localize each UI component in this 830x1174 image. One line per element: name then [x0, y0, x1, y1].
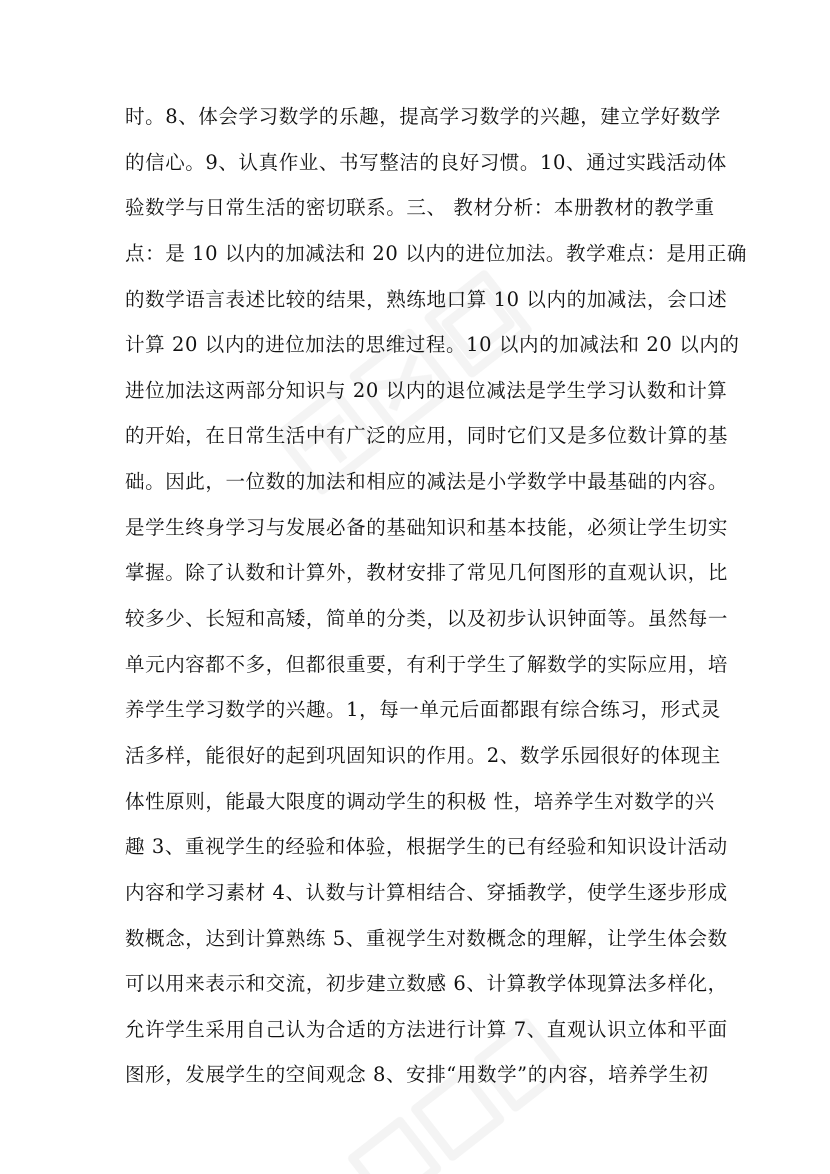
- text-line: 图形，发展学生的空间观念 8、安排“用数学”的内容，培养学生初: [125, 1063, 709, 1087]
- text-line: 时。8、体会学习数学的乐趣，提高学习数学的兴趣，建立学好数学: [125, 105, 721, 128]
- text-line: 础。因此，一位数的加法和相应的减法是小学数学中最基础的内容。: [125, 470, 729, 494]
- text-line: 进位加法这两部分知识与 20 以内的退位减法是学生学习认数和计算: [125, 378, 728, 402]
- text-line: 内容和学习素材 4、认数与计算相结合、穿插教学，使学生逐步形成: [125, 880, 728, 904]
- text-line: 趣 3、重视学生的经验和体验，根据学生的已有经验和知识设计活动: [125, 835, 728, 859]
- text-line: 点：是 10 以内的加减法和 20 以内的进位加法。教学难点：是用正确: [125, 241, 747, 265]
- body-text: [125, 94, 747, 1098]
- text-line: 体性原则，能最大限度的调动学生的积极 性，培养学生对数学的兴: [125, 789, 715, 813]
- text-line: 数概念，达到计算熟练 5、重视学生对数概念的理解，让学生体会数: [125, 926, 728, 950]
- text-line: 的开始，在日常生活中有广泛的应用，同时它们又是多位数计算的基: [125, 424, 729, 448]
- text-line: 养学生学习数学的兴趣。1，每一单元后面都跟有综合练习，形式灵: [125, 698, 721, 722]
- text-line: 验数学与日常生活的密切联系。三、 教材分析：本册教材的教学重: [125, 196, 715, 220]
- text-line: 计算 20 以内的进位加法的思维过程。10 以内的加减法和 20 以内的: [125, 333, 740, 357]
- text-line: 较多少、长短和高矮，简单的分类，以及初步认识钟面等。虽然每一: [125, 607, 729, 631]
- text-line: 的信心。9、认真作业、书写整洁的良好习惯。10、通过实践活动体: [125, 150, 727, 174]
- text-line: 可以用来表示和交流，初步建立数感 6、计算教学体现算法多样化，: [125, 972, 728, 996]
- text-line: 掌握。除了认数和计算外，教材安排了常见几何图形的直观认识，比: [125, 561, 729, 585]
- text-line: 单元内容都不多，但都很重要，有利于学生了解数学的实际应用，培: [125, 652, 729, 676]
- text-line: 的数学语言表述比较的结果，熟练地口算 10 以内的加减法，会口述: [125, 287, 728, 311]
- text-line: 是学生终身学习与发展必备的基础知识和基本技能，必须让学生切实: [125, 515, 729, 539]
- text-line: 允许学生采用自己认为合适的方法进行计算 7、直观认识立体和平面: [125, 1017, 728, 1041]
- text-line: 活多样，能很好的起到巩固知识的作用。2、数学乐园很好的体现主: [125, 743, 721, 767]
